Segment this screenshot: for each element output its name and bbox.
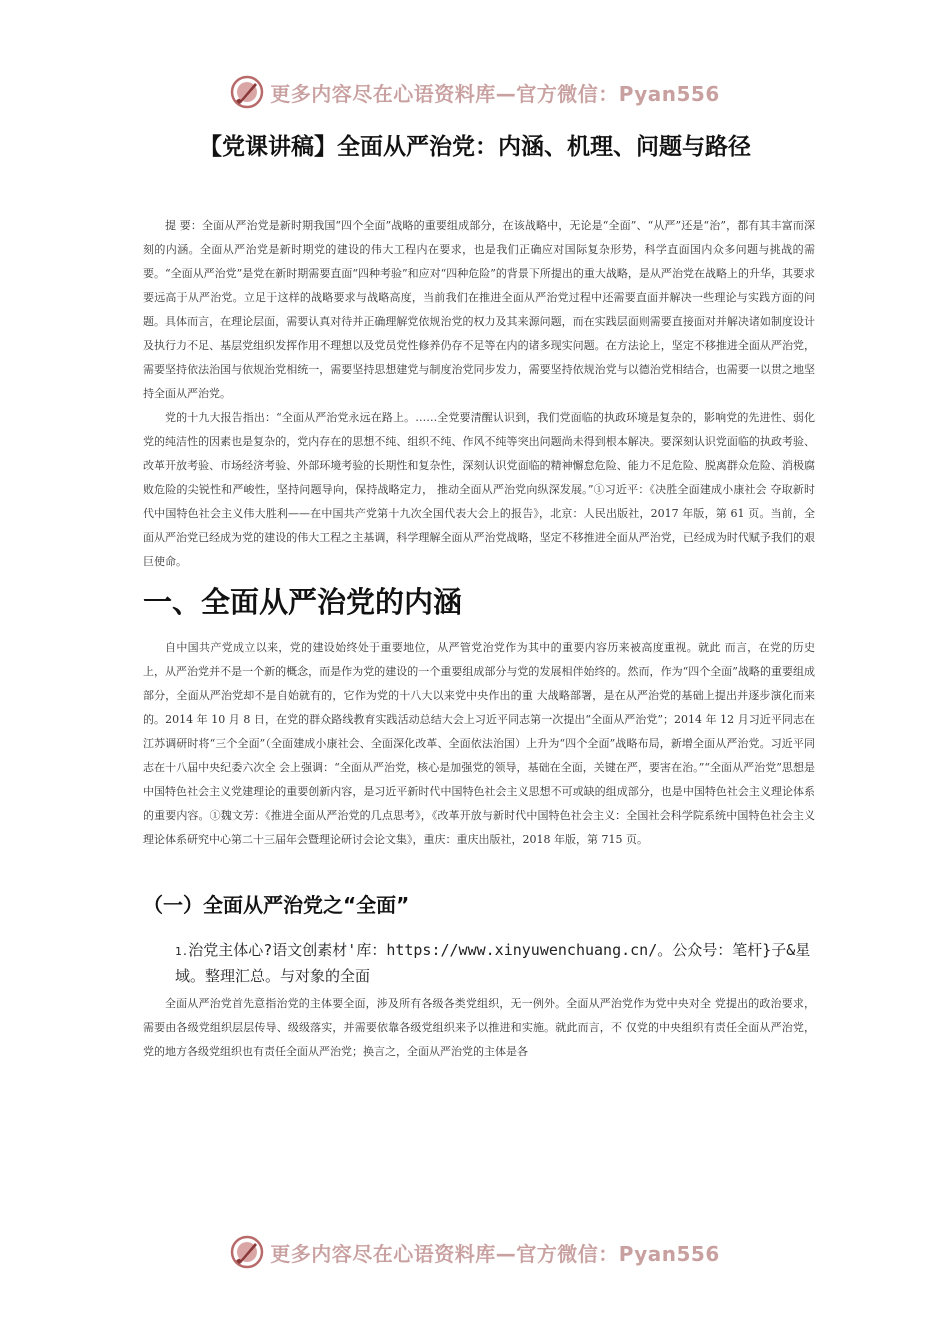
body-paragraph: 全面从严治党首先意指治党的主体要全面，涉及所有各级各类党组织，无一例外。全面从严治党作为党中央对全 党提出的政治要求，需要由各级党组织层层传导、级级落实，并需要依靠各级党组织来予以推进和实施。就此而言，不 仅党的中央组织有责任全面从严治党，党的地方各级党组织也有责任全面从严治党；换言之，全面从严治党的主体是各	[143, 997, 815, 1058]
page-title: 【党课讲稿】全面从严治党：内涵、机理、问题与路径	[199, 134, 751, 160]
watermark-text: 更多内容尽在心语资料库—官方微信：Pyan556	[270, 81, 720, 106]
intro-paragraph: 党的十九大报告指出：“全面从严治党永远在路上。……全党要清醒认识到，我们党面临的执政环境是复杂的，影响党的先进性、弱化党的纯洁性的因素也是复杂的，党内存在的思想不纯、组织不纯、作风不纯等突出问题尚未得到根本解决。要深刻认识党面临的执政考验、改革开放考验、市场经济考验、外部环境考验的长期性和复杂性，深刻认识党面临的精神懈怠危险、能力不足危险、脱离群众危险、消极腐败危险的尖锐性和严峻性，坚持问题导向，保持战略定力， 推动全面从严治党向纵深发展。”①习近平：《决胜全面建成小康社会 夺取新时代中国特色社会主义伟大胜利——在中国共产党第十九次全国代表大会上的报告》，北京：人民出版社，2017 年版，第 61 页。当前，全面从严治党已经成为党的建设的伟大工程之主基调，科学理解全面从严治党战略，坚定不移推进全面从严治党，已经成为时代赋予我们的艰巨使命。	[143, 411, 815, 568]
list-item-text: 治党主体心?语文创素材'库：https://www.xinyuwenchuang.cn/。公众号：笔杆}子&星域。整理汇总。与对象的全面	[175, 941, 811, 985]
watermark-text: 更多内容尽在心语资料库—官方微信：Pyan556	[270, 1241, 720, 1266]
section-paragraph: 自中国共产党成立以来，党的建设始终处于重要地位，从严管党治党作为其中的重要内容历来被高度重视。就此 而言，在党的历史上，从严治党并不是一个新的概念，而是作为党的建设的一个重要组成部分与党的发展相伴始终的。然而，作为“四个全面”战略的重要组成部分，全面从严治党却不是自始就有的，它作为党的十八大以来党中央作出的重 大战略部署，是在从严治党的基础上提出并逐步演化而来的。2014 年 10 月 8 日，在党的群众路线教育实践活动总结大会上习近平同志第一次提出“全面从严治党”；2014 年 12 月习近平同志在江苏调研时将“三个全面”（全面建成小康社会、全面深化改革、全面依法治国）上升为“四个全面”战略布局，新增全面从严治党。习近平同志在十八届中央纪委六次全 会上强调：“全面从严治党，核心是加强党的领导，基础在全面，关键在严，要害在治。”“全面从严治党”思想是中国特色社会主义党建理论的重要创新内容，是习近平新时代中国特色社会主义思想不可或缺的组成部分，也是中国特色社会主义理论体系的重要内容。①魏文芳：《推进全面从严治党的几点思考》，《改革开放与新时代中国特色社会主义：全国社会科学院系统中国特色社会主义理论体系研究中心第二十三届年会暨理论研讨会论文集》，重庆：重庆出版社，2018 年版，第 715 页。	[143, 641, 815, 846]
subsection-heading: （一）全面从严治党之“全面”	[143, 893, 410, 917]
watermark-banner-bottom	[0, 1232, 950, 1272]
section-heading: 一、全面从严治党的内涵	[143, 585, 463, 619]
abstract-paragraph: 提 要：全面从严治党是新时期我国“四个全面”战略的重要组成部分，在该战略中，无论是“全面”、“从严”还是“治”，都有其丰富而深刻的内涵。全面从严治党是新时期党的建设的伟大工程内在要求，也是我们正确应对国际复杂形势，科学直面国内众多问题与挑战的需要。“全面从严治党”是党在新时期需要直面“四种考验”和应对“四种危险”的背景下所提出的重大战略，是从严治党在战略上的升华，其要求要远高于从严治党。立足于这样的战略要求与战略高度，当前我们在推进全面从严治党过程中还需要直面并解决一些理论与实践方面的问题。具体而言，在理论层面，需要认真对待并正确理解党依规治党的权力及其来源问题，而在实践层面则需要直接面对并解决诸如制度设计及执行力不足、基层党组织发挥作用不理想以及党员党性修养仍存不足等在内的诸多现实问题。在方法论上，坚定不移推进全面从严治党，需要坚持依法治国与依规治党相统一，需要坚持思想建党与制度治党同步发力，需要坚持依规治党与以德治党相结合，也需要一以贯之地坚持全面从严治党。	[143, 219, 815, 400]
list-item-heading	[175, 938, 820, 988]
watermark-banner-top	[0, 72, 950, 112]
quill-seal-icon	[230, 1235, 264, 1269]
list-item-number: 1.	[175, 945, 189, 958]
quill-seal-icon	[230, 75, 264, 109]
